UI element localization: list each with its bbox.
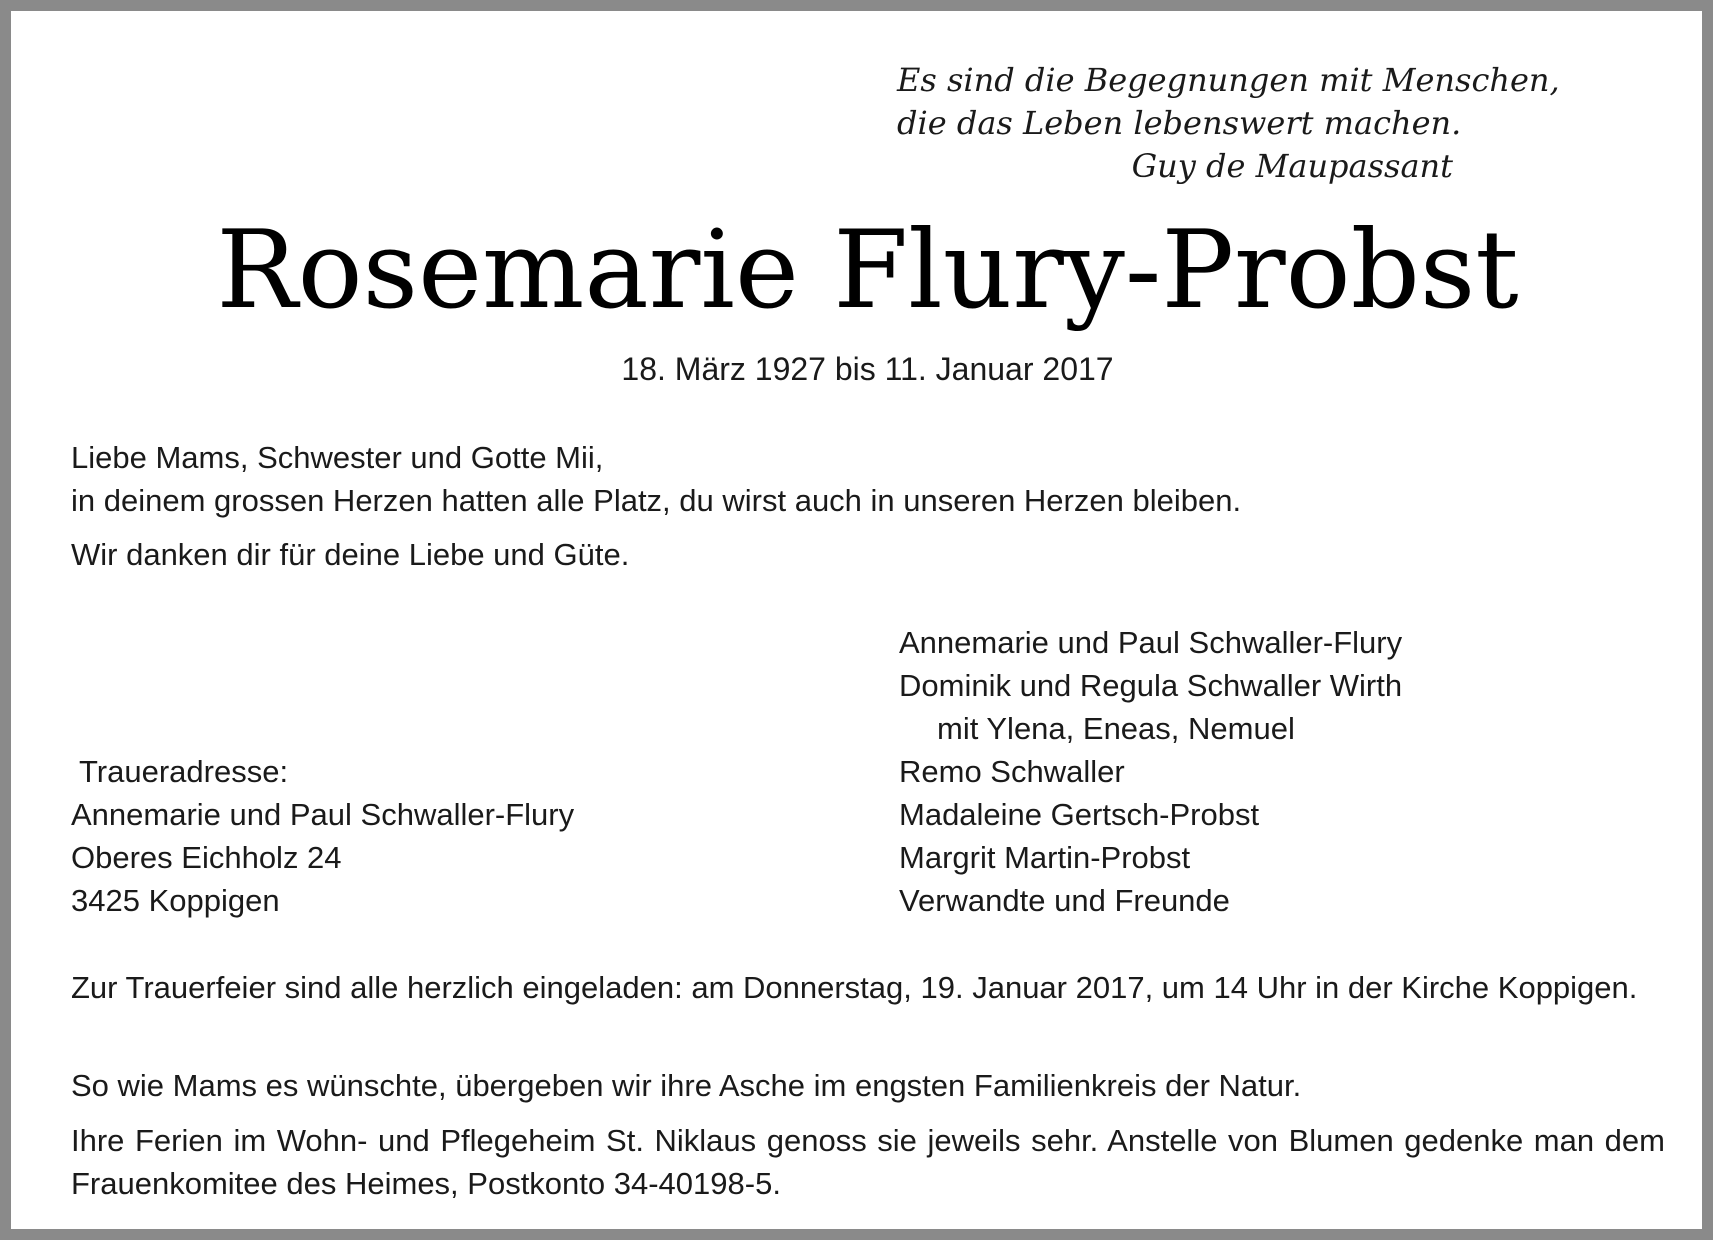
deceased-name: Rosemarie Flury-Probst — [216, 208, 1519, 333]
address-city: 3425 Koppigen — [71, 883, 280, 918]
quote-line: die das Leben lebenswert machen. — [897, 104, 1462, 142]
thanks-line: Wir danken dir für deine Liebe und Güte. — [71, 537, 630, 572]
address-label: Traueradresse: — [79, 754, 289, 789]
mourner-entry: Margrit Martin-Probst — [899, 840, 1191, 875]
address-street: Oberes Eichholz 24 — [71, 840, 342, 875]
mourner-entry: Dominik und Regula Schwaller Wirth — [899, 668, 1403, 703]
mourners-list — [899, 621, 1402, 922]
life-dates: 18. März 1927 bis 11. Januar 2017 — [621, 351, 1114, 387]
farewell-line: Liebe Mams, Schwester und Gotte Mii, — [71, 440, 604, 475]
address-name: Annemarie und Paul Schwaller-Flury — [71, 797, 575, 832]
mourner-entry: Remo Schwaller — [899, 754, 1125, 789]
donation-paragraph: Ihre Ferien im Wohn- und Pflegeheim St. Niklaus genoss sie jeweils sehr. Anstelle von Blumen gedenke man dem Frauenkomitee des Heimes, Postkonto 34-40198-5. — [71, 1123, 1665, 1201]
mourner-entry: mit Ylena, Eneas, Nemuel — [937, 711, 1295, 746]
mourning-address — [71, 750, 574, 922]
mourner-entry: Verwandte und Freunde — [899, 883, 1230, 918]
ceremony-paragraph: Zur Trauerfeier sind alle herzlich eingeladen: am Donnerstag, 19. Januar 2017, um 14 Uhr in der Kirche Koppigen. — [71, 970, 1638, 1005]
ashes-paragraph: So wie Mams es wünschte, übergeben wir ihre Asche im engsten Familienkreis der Natur. — [71, 1068, 1302, 1103]
quote-line: Es sind die Begegnungen mit Menschen, — [897, 61, 1560, 99]
quote-author: Guy de Maupassant — [1131, 147, 1453, 185]
farewell-message — [71, 436, 1241, 522]
mourner-entry: Madaleine Gertsch-Probst — [899, 797, 1260, 832]
farewell-line: in deinem grossen Herzen hatten alle Platz, du wirst auch in unseren Herzen bleiben. — [71, 483, 1242, 518]
epigraph-quote — [897, 59, 1560, 188]
mourner-entry: Annemarie und Paul Schwaller-Flury — [899, 625, 1403, 660]
